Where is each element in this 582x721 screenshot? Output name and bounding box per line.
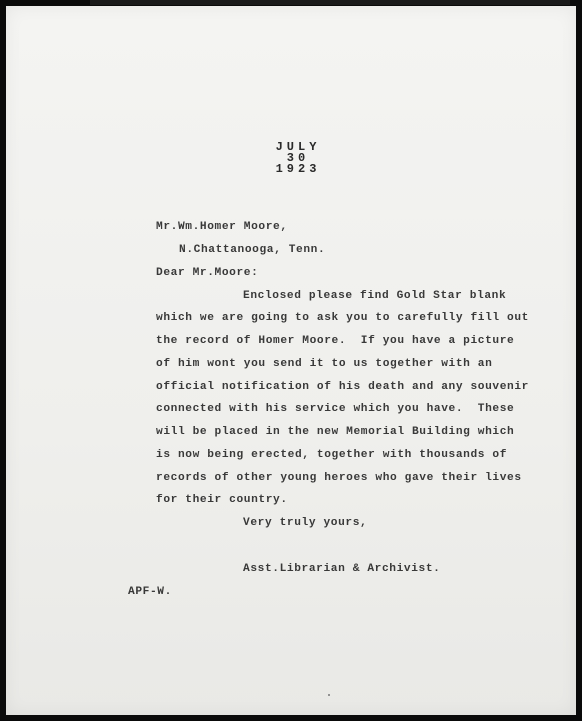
body-line-9: records of other young heroes who gave their lives: [156, 472, 522, 484]
body-line-4: of him wont you send it to us together with an: [156, 358, 493, 370]
body-line-7: will be placed in the new Memorial Building which: [156, 426, 515, 438]
recipient-city: N.Chattanooga, Tenn.: [179, 244, 326, 256]
typist-initials: APF-W.: [128, 586, 172, 598]
recipient-name: Mr.Wm.Homer Moore,: [156, 221, 288, 233]
letter-page: [6, 6, 576, 715]
date-month: JULY: [275, 140, 321, 154]
body-line-6: connected with his service which you have. These: [156, 403, 515, 415]
date-year: 1923: [275, 162, 321, 176]
letter-date: [268, 142, 328, 175]
scan-top-edge: [90, 0, 570, 5]
salutation: Dear Mr.Moore:: [156, 267, 259, 279]
date-day: 30: [286, 151, 310, 165]
body-line-1: Enclosed please find Gold Star blank: [243, 290, 507, 302]
body-line-10: for their country.: [156, 494, 288, 506]
paper-speck: [328, 694, 330, 696]
signature-title: Asst.Librarian & Archivist.: [243, 563, 441, 575]
body-line-2: which we are going to ask you to carefully fill out: [156, 312, 529, 324]
body-line-5: official notification of his death and any souvenir: [156, 381, 529, 393]
body-line-8: is now being erected, together with thousands of: [156, 449, 508, 461]
closing: Very truly yours,: [243, 517, 368, 529]
body-line-3: the record of Homer Moore. If you have a picture: [156, 335, 515, 347]
